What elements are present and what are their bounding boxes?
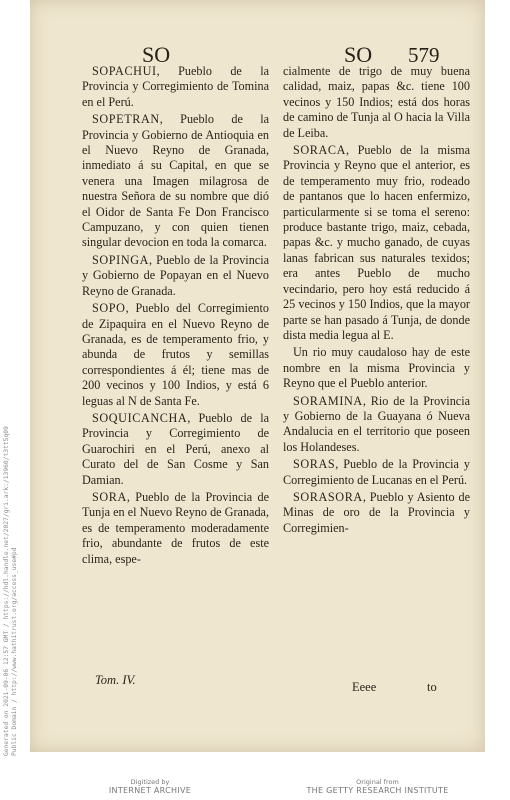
watermark-line-2: Public Domain / http://www.hathitrust.org/access_use#pd (10, 547, 18, 756)
entry-text: , Pueblo de la Provincia y Corregimiento de Guarochiri en el Perú, anexo al Curato del de San Cosme y San Damian. (82, 410, 269, 487)
entry-text: , Rio de la Provincia y Gobierno de la Guayana ó Nueva Andalucia en el territorio que poseen los Holandeses. (283, 393, 470, 454)
entry-text: cialmente de trigo de muy buena calidad, maiz, papas &c. tiene 100 vecinos y 150 Indios; está dos horas de camino de Tunja al O hacia la Villa de Leiba. (283, 64, 470, 140)
entry-text: , Pueblo de la Provincia de Tunja en el Nuevo Reyno de Granada, es de temperamento moderadamente frio, abundante de frutos de este clima, espe- (82, 489, 269, 566)
entry (283, 457, 470, 488)
entry-head: SOPETRAN (92, 112, 160, 127)
original-from (300, 778, 455, 796)
entry-text: , Pueblo de la Provincia y Corregimiento de Lucanas en el Perú. (283, 457, 470, 487)
entry (82, 490, 269, 567)
header-center: SO (344, 42, 373, 67)
entry-text: , Pueblo de la misma Provincia y Reyno que el anterior, es de temperamento muy frio, rodeado de pantanos que lo hacen enfermizo, particularmente si se toma el sereno: produce bastante trigo, maiz, cebada, papas &c. y mucho ganado, de cuyas lanas fabrican sus naturales texidos; era antes Pueblo de mucho vecindario, pero hoy está reducido á 25 vecinos y 150 Indios, que la mayor parte se han pasado á Tunja, de donde dista media legua al E. (283, 143, 470, 342)
entry-head: SORACA (293, 143, 347, 158)
entry-head: SOPACHUI (92, 64, 157, 78)
entry (82, 411, 269, 488)
entry-head: SORASORA (293, 489, 363, 504)
entry (82, 112, 269, 251)
digitization-footer (0, 778, 510, 800)
entry-text: Un rio muy caudaloso hay de este nombre en la misma Provincia y Reyno que el Pueblo anterior. (283, 345, 470, 391)
entry-text: , Pueblo de la Provincia y Gobierno de Popayan en el Nuevo Reyno de Granada. (82, 252, 269, 298)
entry-text: , Pueblo y Asiento de Minas de oro de la Provincia y Corregimien- (283, 489, 470, 535)
signature-mark: Eeee (352, 680, 377, 694)
entry (82, 301, 269, 409)
entry-head: SORAMINA (293, 393, 363, 408)
page-number: 579 (408, 43, 440, 67)
book-page (30, 0, 485, 752)
watermark-line-1: Generated on 2021-09-06 12:57 GMT / https://hdl.handle.net/2027/gri.ark:/13960/t3tt5q09 (3, 426, 10, 756)
digitizer-name: INTERNET ARCHIVE (108, 786, 192, 795)
left-column (82, 64, 269, 569)
entry-head: SOPINGA (92, 252, 150, 267)
volume-mark: Tom. IV. (95, 673, 136, 687)
entry (283, 345, 470, 391)
entry (283, 394, 470, 456)
digitized-by-label: Digitized by (130, 778, 170, 786)
digitized-by (100, 778, 200, 796)
entry-text: , Pueblo de la Provincia y Gobierno de Antioquia en el Nuevo Reyno de Granada, inmediato á su Capital, en que se venera una Imagen milagrosa de nuestra Señora de su nombre que dió el Oidor de Santa Fe Don Francisco Campuzano, y con quien tienen singular devocion en toda la comarca. (82, 112, 269, 250)
entry-head: SOPO (92, 301, 126, 316)
entry (283, 143, 470, 343)
entry (82, 64, 269, 110)
header-left: SO (142, 42, 171, 67)
entry (82, 253, 269, 299)
institution-name: THE GETTY RESEARCH INSTITUTE (306, 786, 449, 795)
entry-text: , Pueblo del Corregimiento de Zipaquira en el Nuevo Reyno de Granada, es de temperamento frio, y abunda de frutos y semillas correspondientes á él; tiene mas de 200 vecinos y 100 Indios, y está 6 leguas al N de Santa Fe. (82, 301, 269, 408)
right-column (283, 64, 470, 538)
original-from-label: Original from (356, 778, 399, 786)
entry-head: SOQUICANCHA (92, 410, 188, 425)
catchword: to (427, 680, 437, 694)
entry-text: , Pueblo de la Provincia y Corregimiento de Tomina en el Perú. (82, 64, 269, 109)
watermark-text (3, 0, 18, 756)
entry (283, 490, 470, 536)
side-watermark (0, 0, 30, 760)
entry-head: SORA (92, 489, 127, 504)
entry-head: SORAS (293, 457, 336, 472)
entry (283, 64, 470, 141)
